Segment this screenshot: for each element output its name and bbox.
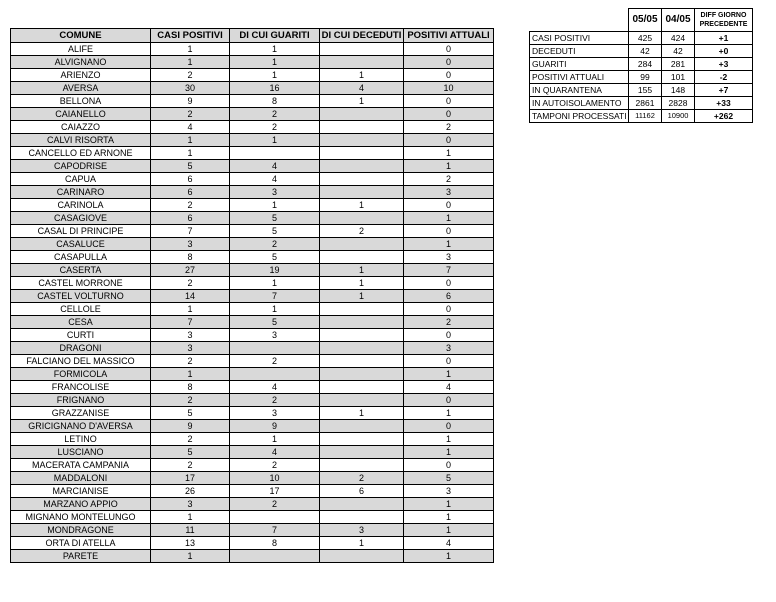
cell-positivi-attuali: 0 (404, 459, 494, 472)
cell-guariti: 1 (230, 199, 320, 212)
summary-table (529, 8, 753, 123)
cell-guariti: 2 (230, 394, 320, 407)
cell-deceduti: 1 (320, 407, 404, 420)
table-row (11, 316, 494, 329)
cell-deceduti (320, 329, 404, 342)
cell-casi-positivi: 5 (151, 407, 230, 420)
cell-positivi-attuali: 0 (404, 303, 494, 316)
cell-casi-positivi: 1 (151, 550, 230, 563)
table-row (11, 524, 494, 537)
cell-casi-positivi: 4 (151, 121, 230, 134)
cell-casi-positivi: 14 (151, 290, 230, 303)
cell-positivi-attuali: 0 (404, 277, 494, 290)
cell-positivi-attuali: 0 (404, 69, 494, 82)
cell-casi-positivi: 3 (151, 329, 230, 342)
cell-guariti: 8 (230, 537, 320, 550)
cell-positivi-attuali: 0 (404, 355, 494, 368)
table-row (11, 43, 494, 56)
cell-casi-positivi: 2 (151, 355, 230, 368)
cell-deceduti (320, 498, 404, 511)
summary-blank-cell (530, 9, 629, 32)
cell-casi-positivi: 1 (151, 56, 230, 69)
cell-deceduti: 1 (320, 95, 404, 108)
summary-row (530, 45, 753, 58)
cell-deceduti: 2 (320, 225, 404, 238)
cell-guariti (230, 511, 320, 524)
table-row (11, 381, 494, 394)
cell-casi-positivi: 5 (151, 446, 230, 459)
summary-label: IN AUTOISOLAMENTO (530, 97, 629, 110)
cell-casi-positivi: 8 (151, 251, 230, 264)
cell-deceduti: 1 (320, 277, 404, 290)
cell-deceduti (320, 368, 404, 381)
cell-comune: DRAGONI (11, 342, 151, 355)
table-row (11, 264, 494, 277)
cell-positivi-attuali: 0 (404, 95, 494, 108)
cell-guariti: 1 (230, 56, 320, 69)
cell-positivi-attuali: 2 (404, 173, 494, 186)
table-row (11, 160, 494, 173)
cell-guariti: 2 (230, 238, 320, 251)
cell-comune: CURTI (11, 329, 151, 342)
summary-today: 42 (629, 45, 662, 58)
header-deceduti: DI CUI DECEDUTI (320, 29, 404, 43)
cell-comune: AVERSA (11, 82, 151, 95)
summary-today: 11162 (629, 110, 662, 123)
header-guariti: DI CUI GUARITI (230, 29, 320, 43)
table-row (11, 199, 494, 212)
cell-deceduti (320, 43, 404, 56)
cell-guariti: 2 (230, 355, 320, 368)
cell-guariti: 3 (230, 407, 320, 420)
cell-comune: CASAGIOVE (11, 212, 151, 225)
cell-comune: CASAPULLA (11, 251, 151, 264)
header-casi-positivi: CASI POSITIVI (151, 29, 230, 43)
header-diff: DIFF GIORNO PRECEDENTE (695, 9, 753, 32)
cell-positivi-attuali: 1 (404, 446, 494, 459)
cell-guariti: 1 (230, 43, 320, 56)
cell-deceduti (320, 433, 404, 446)
cell-deceduti: 2 (320, 472, 404, 485)
cell-comune: ALIFE (11, 43, 151, 56)
summary-row (530, 58, 753, 71)
cell-casi-positivi: 1 (151, 511, 230, 524)
cell-casi-positivi: 13 (151, 537, 230, 550)
cell-casi-positivi: 2 (151, 394, 230, 407)
cell-casi-positivi: 11 (151, 524, 230, 537)
cell-casi-positivi: 6 (151, 186, 230, 199)
summary-row (530, 84, 753, 97)
cell-positivi-attuali: 1 (404, 407, 494, 420)
summary-today: 425 (629, 32, 662, 45)
cell-comune: CELLOLE (11, 303, 151, 316)
table-row (11, 108, 494, 121)
cell-positivi-attuali: 1 (404, 147, 494, 160)
cell-guariti: 2 (230, 108, 320, 121)
cell-comune: CARINOLA (11, 199, 151, 212)
cell-guariti: 5 (230, 212, 320, 225)
cell-comune: FALCIANO DEL MASSICO (11, 355, 151, 368)
cell-casi-positivi: 3 (151, 498, 230, 511)
cell-guariti (230, 550, 320, 563)
cell-deceduti (320, 56, 404, 69)
cell-positivi-attuali: 1 (404, 160, 494, 173)
cell-positivi-attuali: 6 (404, 290, 494, 303)
cell-casi-positivi: 30 (151, 82, 230, 95)
cell-positivi-attuali: 4 (404, 381, 494, 394)
cell-comune: FRIGNANO (11, 394, 151, 407)
cell-positivi-attuali: 3 (404, 186, 494, 199)
summary-row (530, 110, 753, 123)
summary-today: 99 (629, 71, 662, 84)
table-row (11, 537, 494, 550)
summary-diff: +3 (695, 58, 753, 71)
table-row (11, 238, 494, 251)
cell-comune: GRICIGNANO D'AVERSA (11, 420, 151, 433)
table-row (11, 82, 494, 95)
summary-row (530, 97, 753, 110)
summary-row (530, 32, 753, 45)
cell-positivi-attuali: 1 (404, 498, 494, 511)
cell-comune: LETINO (11, 433, 151, 446)
cell-casi-positivi: 2 (151, 69, 230, 82)
cell-comune: CASALUCE (11, 238, 151, 251)
cell-casi-positivi: 1 (151, 303, 230, 316)
cell-comune: LUSCIANO (11, 446, 151, 459)
table-row (11, 472, 494, 485)
cell-casi-positivi: 1 (151, 147, 230, 160)
cell-casi-positivi: 1 (151, 134, 230, 147)
cell-comune: PARETE (11, 550, 151, 563)
cell-casi-positivi: 2 (151, 433, 230, 446)
cell-deceduti (320, 355, 404, 368)
cell-guariti (230, 342, 320, 355)
table-row (11, 134, 494, 147)
table-row (11, 225, 494, 238)
cell-positivi-attuali: 1 (404, 550, 494, 563)
cell-deceduti (320, 108, 404, 121)
table-row (11, 394, 494, 407)
cell-comune: CARINARO (11, 186, 151, 199)
cell-guariti: 9 (230, 420, 320, 433)
cell-comune: MONDRAGONE (11, 524, 151, 537)
summary-label: GUARITI (530, 58, 629, 71)
cell-casi-positivi: 5 (151, 160, 230, 173)
summary-yesterday: 101 (662, 71, 695, 84)
summary-diff: +1 (695, 32, 753, 45)
cell-deceduti (320, 381, 404, 394)
cell-guariti: 7 (230, 290, 320, 303)
cell-comune: FORMICOLA (11, 368, 151, 381)
cell-casi-positivi: 17 (151, 472, 230, 485)
cell-positivi-attuali: 0 (404, 43, 494, 56)
cell-casi-positivi: 2 (151, 277, 230, 290)
header-comune: COMUNE (11, 29, 151, 43)
cell-guariti: 1 (230, 69, 320, 82)
cell-guariti: 5 (230, 251, 320, 264)
cell-comune: MADDALONI (11, 472, 151, 485)
cell-comune: CALVI RISORTA (11, 134, 151, 147)
summary-label: POSITIVI ATTUALI (530, 71, 629, 84)
cell-positivi-attuali: 0 (404, 394, 494, 407)
cell-deceduti (320, 550, 404, 563)
cell-deceduti (320, 238, 404, 251)
table-row (11, 277, 494, 290)
cell-casi-positivi: 27 (151, 264, 230, 277)
cell-comune: CAPUA (11, 173, 151, 186)
cell-deceduti (320, 316, 404, 329)
summary-yesterday: 281 (662, 58, 695, 71)
cell-comune: GRAZZANISE (11, 407, 151, 420)
cell-comune: CESA (11, 316, 151, 329)
cell-guariti: 2 (230, 498, 320, 511)
cell-positivi-attuali: 0 (404, 108, 494, 121)
cell-positivi-attuali: 0 (404, 199, 494, 212)
table-row (11, 355, 494, 368)
cell-deceduti: 1 (320, 537, 404, 550)
cell-comune: CASTEL MORRONE (11, 277, 151, 290)
table-row (11, 498, 494, 511)
summary-diff: +262 (695, 110, 753, 123)
cell-comune: MARZANO APPIO (11, 498, 151, 511)
cell-casi-positivi: 6 (151, 173, 230, 186)
cell-guariti: 4 (230, 381, 320, 394)
header-date-yesterday: 04/05 (662, 9, 695, 32)
cell-guariti: 7 (230, 524, 320, 537)
table-row (11, 290, 494, 303)
cell-casi-positivi: 9 (151, 420, 230, 433)
table-row (11, 485, 494, 498)
cell-deceduti (320, 186, 404, 199)
cell-guariti: 1 (230, 433, 320, 446)
cell-comune: MIGNANO MONTELUNGO (11, 511, 151, 524)
cell-deceduti: 1 (320, 199, 404, 212)
summary-table-header (530, 9, 753, 32)
comuni-table (10, 28, 494, 563)
cell-guariti: 2 (230, 459, 320, 472)
summary-diff: +33 (695, 97, 753, 110)
cell-deceduti (320, 147, 404, 160)
cell-comune: CANCELLO ED ARNONE (11, 147, 151, 160)
cell-deceduti (320, 134, 404, 147)
cell-positivi-attuali: 1 (404, 238, 494, 251)
cell-casi-positivi: 2 (151, 108, 230, 121)
cell-casi-positivi: 2 (151, 199, 230, 212)
table-row (11, 303, 494, 316)
summary-label: IN QUARANTENA (530, 84, 629, 97)
cell-guariti: 1 (230, 303, 320, 316)
cell-casi-positivi: 1 (151, 368, 230, 381)
cell-casi-positivi: 7 (151, 316, 230, 329)
cell-deceduti (320, 459, 404, 472)
cell-comune: CAIAZZO (11, 121, 151, 134)
cell-casi-positivi: 2 (151, 459, 230, 472)
cell-positivi-attuali: 0 (404, 134, 494, 147)
cell-guariti: 4 (230, 173, 320, 186)
cell-deceduti (320, 251, 404, 264)
table-row (11, 407, 494, 420)
summary-today: 155 (629, 84, 662, 97)
summary-label: CASI POSITIVI (530, 32, 629, 45)
cell-comune: CASERTA (11, 264, 151, 277)
cell-deceduti (320, 212, 404, 225)
summary-row (530, 71, 753, 84)
cell-deceduti (320, 420, 404, 433)
cell-guariti: 3 (230, 329, 320, 342)
cell-positivi-attuali: 1 (404, 524, 494, 537)
summary-today: 2861 (629, 97, 662, 110)
cell-guariti: 2 (230, 121, 320, 134)
cell-guariti: 4 (230, 446, 320, 459)
cell-deceduti: 4 (320, 82, 404, 95)
summary-diff: +0 (695, 45, 753, 58)
cell-positivi-attuali: 1 (404, 368, 494, 381)
cell-positivi-attuali: 2 (404, 121, 494, 134)
table-row (11, 433, 494, 446)
cell-guariti: 1 (230, 134, 320, 147)
cell-deceduti (320, 173, 404, 186)
summary-yesterday: 424 (662, 32, 695, 45)
cell-guariti: 17 (230, 485, 320, 498)
table-row (11, 56, 494, 69)
cell-deceduti (320, 394, 404, 407)
table-row (11, 511, 494, 524)
table-row (11, 95, 494, 108)
cell-guariti: 1 (230, 277, 320, 290)
cell-guariti: 16 (230, 82, 320, 95)
cell-guariti: 10 (230, 472, 320, 485)
cell-positivi-attuali: 1 (404, 212, 494, 225)
cell-positivi-attuali: 0 (404, 56, 494, 69)
cell-deceduti: 6 (320, 485, 404, 498)
cell-positivi-attuali: 0 (404, 225, 494, 238)
table-row (11, 251, 494, 264)
table-row (11, 368, 494, 381)
cell-casi-positivi: 1 (151, 43, 230, 56)
cell-positivi-attuali: 7 (404, 264, 494, 277)
cell-comune: CAIANELLO (11, 108, 151, 121)
summary-diff: -2 (695, 71, 753, 84)
cell-deceduti (320, 446, 404, 459)
table-row (11, 173, 494, 186)
summary-yesterday: 42 (662, 45, 695, 58)
cell-deceduti (320, 160, 404, 173)
cell-positivi-attuali: 0 (404, 420, 494, 433)
summary-label: DECEDUTI (530, 45, 629, 58)
cell-deceduti (320, 121, 404, 134)
cell-casi-positivi: 6 (151, 212, 230, 225)
cell-guariti (230, 147, 320, 160)
cell-comune: MARCIANISE (11, 485, 151, 498)
table-row (11, 186, 494, 199)
cell-guariti: 19 (230, 264, 320, 277)
cell-deceduti (320, 303, 404, 316)
table-row (11, 212, 494, 225)
cell-casi-positivi: 3 (151, 238, 230, 251)
cell-guariti: 8 (230, 95, 320, 108)
cell-casi-positivi: 9 (151, 95, 230, 108)
cell-comune: MACERATA CAMPANIA (11, 459, 151, 472)
cell-casi-positivi: 8 (151, 381, 230, 394)
table-row (11, 329, 494, 342)
cell-positivi-attuali: 2 (404, 316, 494, 329)
summary-diff: +7 (695, 84, 753, 97)
summary-yesterday: 10900 (662, 110, 695, 123)
summary-today: 284 (629, 58, 662, 71)
table-row (11, 459, 494, 472)
cell-deceduti (320, 342, 404, 355)
summary-yesterday: 2828 (662, 97, 695, 110)
header-positivi-attuali: POSITIVI ATTUALI (404, 29, 494, 43)
table-row (11, 69, 494, 82)
cell-positivi-attuali: 3 (404, 485, 494, 498)
summary-yesterday: 148 (662, 84, 695, 97)
cell-positivi-attuali: 10 (404, 82, 494, 95)
cell-guariti: 3 (230, 186, 320, 199)
comuni-table-header (11, 29, 494, 43)
cell-comune: FRANCOLISE (11, 381, 151, 394)
cell-positivi-attuali: 1 (404, 511, 494, 524)
summary-label: TAMPONI PROCESSATI (530, 110, 629, 123)
cell-comune: ORTA DI ATELLA (11, 537, 151, 550)
table-row (11, 550, 494, 563)
cell-casi-positivi: 3 (151, 342, 230, 355)
table-row (11, 121, 494, 134)
cell-casi-positivi: 26 (151, 485, 230, 498)
table-row (11, 446, 494, 459)
header-date-today: 05/05 (629, 9, 662, 32)
cell-comune: BELLONA (11, 95, 151, 108)
cell-casi-positivi: 7 (151, 225, 230, 238)
cell-deceduti: 1 (320, 69, 404, 82)
cell-comune: CASTEL VOLTURNO (11, 290, 151, 303)
cell-comune: ALVIGNANO (11, 56, 151, 69)
cell-guariti: 5 (230, 316, 320, 329)
cell-positivi-attuali: 3 (404, 251, 494, 264)
cell-deceduti (320, 511, 404, 524)
cell-guariti (230, 368, 320, 381)
cell-positivi-attuali: 1 (404, 433, 494, 446)
table-row (11, 342, 494, 355)
cell-comune: ARIENZO (11, 69, 151, 82)
table-row (11, 147, 494, 160)
cell-comune: CAPODRISE (11, 160, 151, 173)
cell-comune: CASAL DI PRINCIPE (11, 225, 151, 238)
cell-deceduti: 1 (320, 290, 404, 303)
cell-guariti: 4 (230, 160, 320, 173)
cell-deceduti: 3 (320, 524, 404, 537)
cell-guariti: 5 (230, 225, 320, 238)
cell-positivi-attuali: 4 (404, 537, 494, 550)
table-row (11, 420, 494, 433)
cell-deceduti: 1 (320, 264, 404, 277)
cell-positivi-attuali: 0 (404, 329, 494, 342)
cell-positivi-attuali: 3 (404, 342, 494, 355)
cell-positivi-attuali: 5 (404, 472, 494, 485)
